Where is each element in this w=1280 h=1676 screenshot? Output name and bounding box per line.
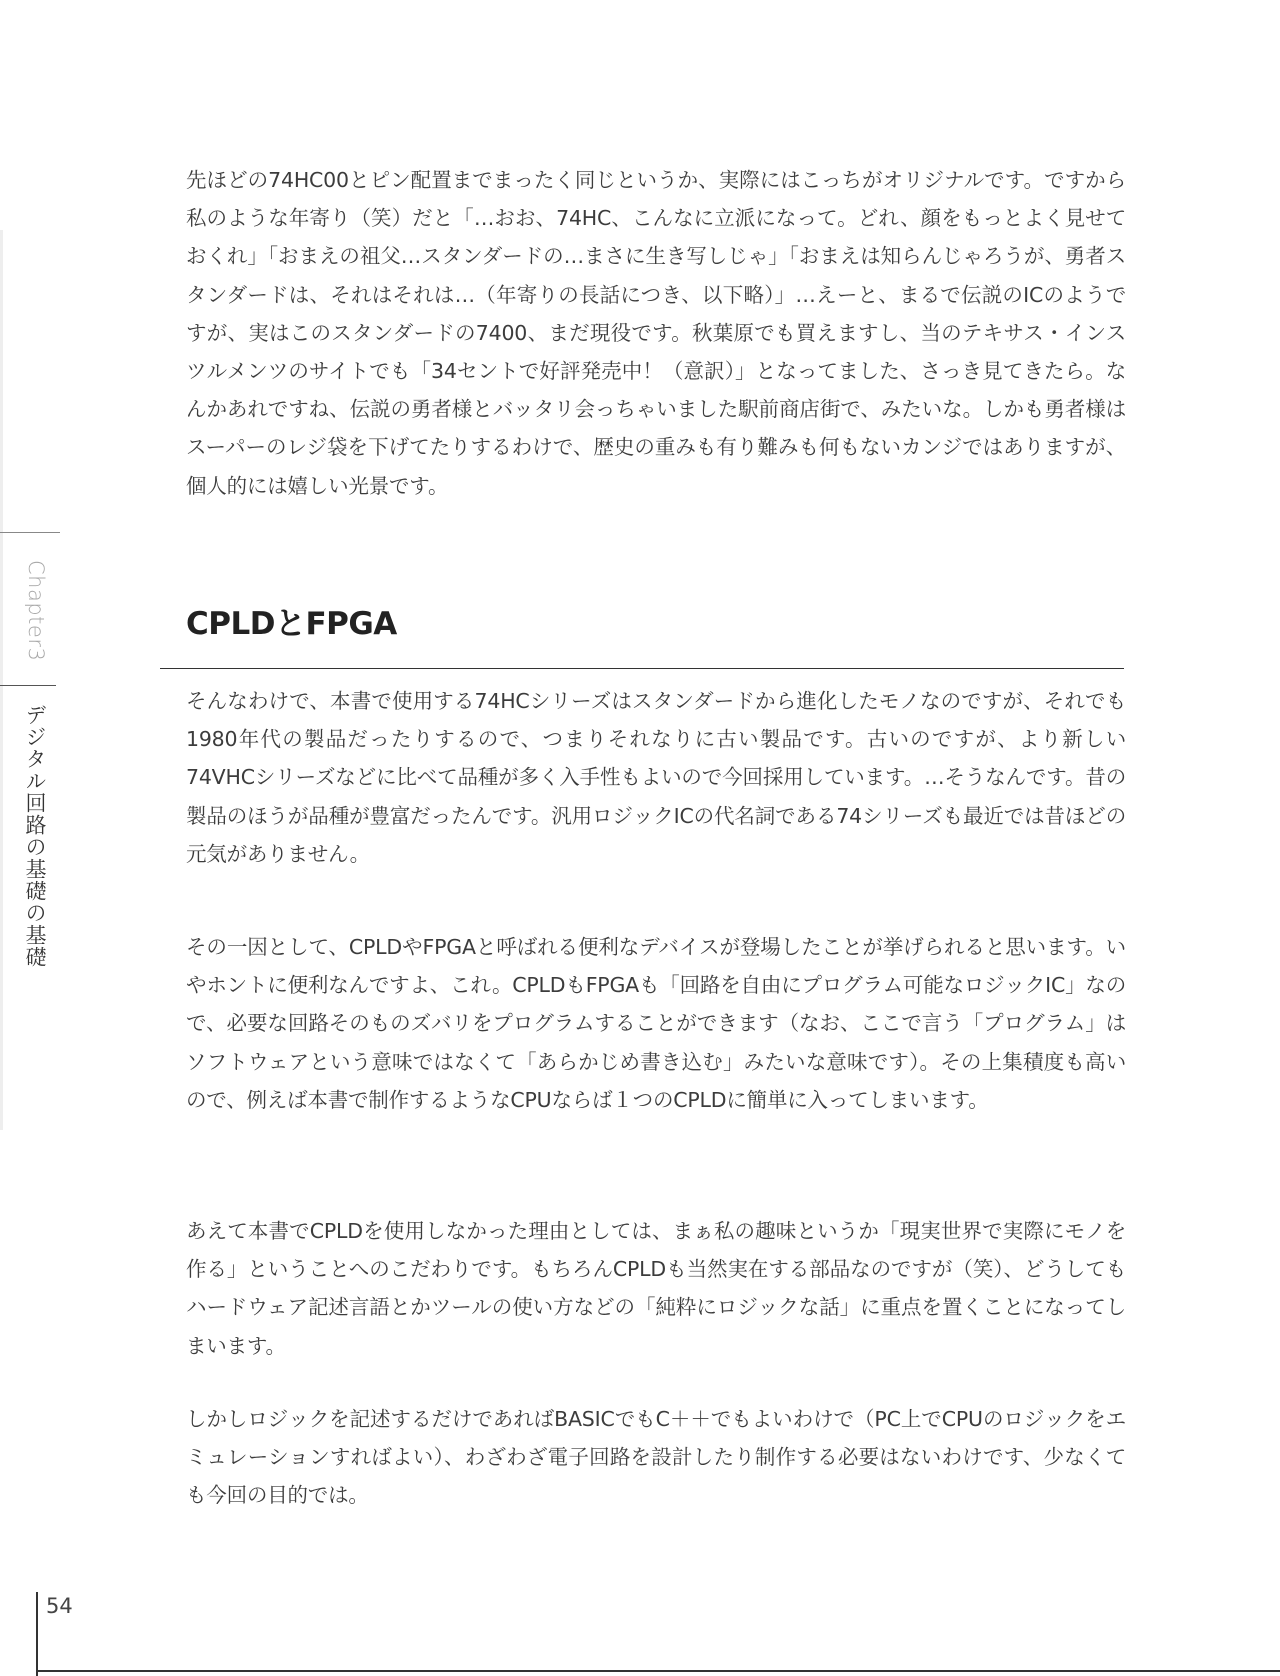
- side-book-title: デジタル回路の基礎の基礎: [23, 704, 47, 968]
- page-margin-shadow: [0, 230, 3, 1130]
- body-paragraph-1: 先ほどの74HC00とピン配置までまったく同じというか、実際にはこっちがオリジナルです。ですから私のような年寄り（笑）だと「…おお、74HC、こんなに立派になって。どれ、顔をもっとよく見せておくれ」「おまえの祖父…スタンダードの…まさに生き写しじゃ」「おまえは知らんじゃろうが、勇者スタンダードは、それはそれは…（年寄りの長話につき、以下略）」…えーと、まるで伝説のICのようですが、実はこのスタンダードの7400、まだ現役です。秋葉原でも買えますし、当のテキサス・インスツルメンツのサイトでも「34セントで好評発売中！（意訳）」となってました、さっき見てきたら。なんかあれですね、伝説の勇者様とバッタリ会っちゃいました駅前商店街で、みたいな。しかも勇者様はスーパーのレジ袋を下げてたりするわけで、歴史の重みも有り難みも何もないカンジではありますが、個人的には嬉しい光景です。: [186, 168, 1126, 498]
- side-tab-divider: [0, 685, 56, 686]
- page-bottom-edge: [36, 1670, 1280, 1672]
- section-heading: CPLDとFPGA: [186, 606, 397, 642]
- body-paragraph-2: そんなわけで、本書で使用する74HCシリーズはスタンダードから進化したモノなのですが、それでも1980年代の製品だったりするので、つまりそれなりに古い製品です。古いのですが、より新しい74VHCシリーズなどに比べて品種が多く入手性もよいので今回採用しています。…そうなんです。昔の製品のほうが品種が豊富だったんです。汎用ロジックICの代名詞である74シリーズも最近では昔ほどの元気がありません。: [186, 689, 1126, 866]
- body-paragraph-4: あえて本書でCPLDを使用しなかった理由としては、まぁ私の趣味というか「現実世界で実際にモノを作る」ということへのこだわりです。もちろんCPLDも当然実在する部品なのですが（笑）、どうしてもハードウェア記述言語とかツールの使い方などの「純粋にロジックな話」に重点を置くことになってしまいます。: [186, 1219, 1126, 1358]
- side-chapter-label: Chapter3: [24, 560, 48, 662]
- side-tab-top-rule: [0, 532, 60, 533]
- page-number-bar: [36, 1592, 38, 1676]
- heading-underline: [160, 668, 1124, 669]
- page-number: 54: [46, 1594, 73, 1618]
- body-paragraph-3: その一因として、CPLDやFPGAと呼ばれる便利なデバイスが登場したことが挙げられると思います。いやホントに便利なんですよ、これ。CPLDもFPGAも「回路を自由にプログラム可能なロジックIC」なので、必要な回路そのものズバリをプログラムすることができます（なお、ここで言う「プログラム」はソフトウェアという意味ではなくて「あらかじめ書き込む」みたいな意味です）。その上集積度も高いので、例えば本書で制作するようなCPUならば１つのCPLDに簡単に入ってしまいます。: [186, 935, 1126, 1112]
- body-paragraph-5: しかしロジックを記述するだけであればBASICでもC＋＋でもよいわけで（PC上でCPUのロジックをエミュレーションすればよい）、わざわざ電子回路を設計したり制作する必要はないわけです、少なくても今回の目的では。: [186, 1407, 1126, 1508]
